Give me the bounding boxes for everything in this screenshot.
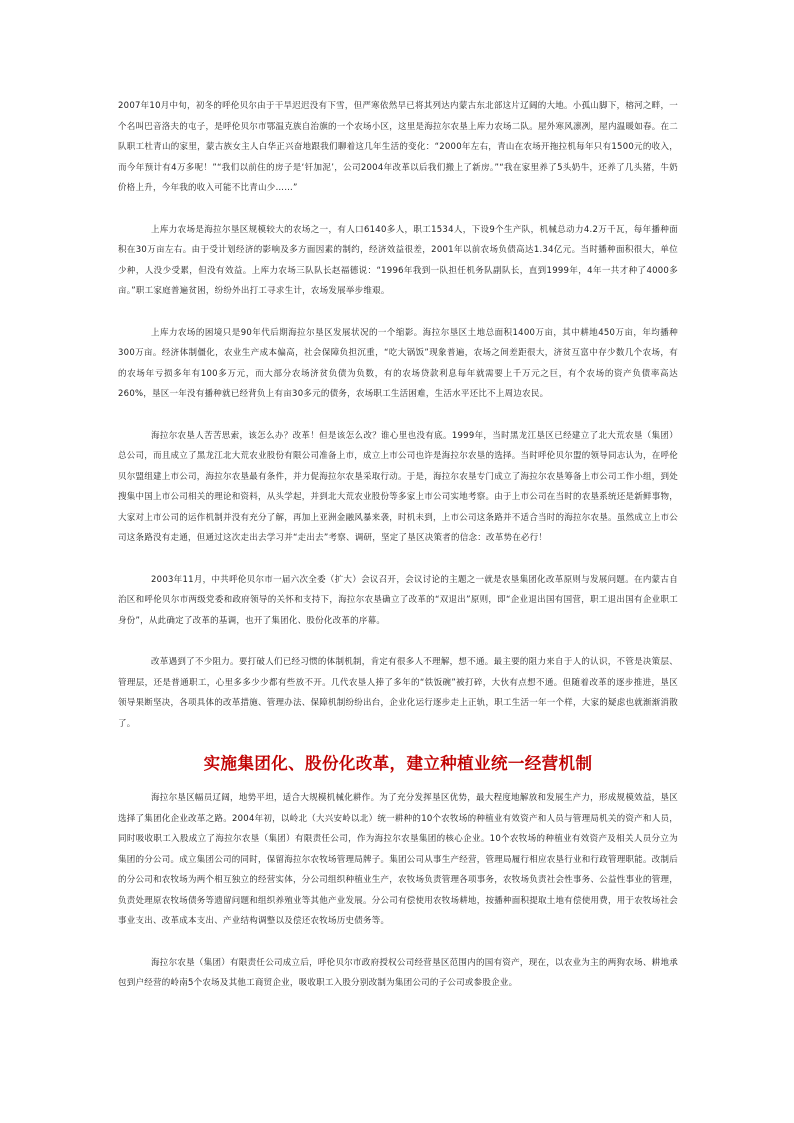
paragraph-5: 2003年11月，中共呼伦贝尔市一届六次全委（扩大）会议召开，会议讨论的主题之一就是农垦集团化改革原则与发展问题。在内蒙古自治区和呼伦贝尔市两级党委和政府领导的关怀和支持下，海拉尔农垦确立了改革的“双退出”原则，即“企业退出国有国营，职工退出国有企业职工身份”，从此确定了改革的基调，也开了集团化、股份化改革的序幕。 (118, 574, 678, 626)
paragraph-2: 上库力农场是海拉尔垦区规模较大的农场之一，有人口6140多人，职工1534人，下设9个生产队，机械总动力4.2万千瓦，每年播种面积在30万亩左右。由于受计划经济的影响及多方面因素的制约，经济效益很差，2001年以前农场负债高达1.34亿元。当时播种面积很大，单位少种，人没少受累，但没有效益。上库力农场三队队长赵福德说：“1996年我到一队担任机务队副队长，直到1999年，4年一共才种了4000多亩。”职工家庭普遍贫困，纷纷外出打工寻求生计，农场发展举步维艰。 (118, 224, 678, 296)
paragraph-7: 海拉尔垦区幅员辽阔，地势平坦，适合大规模机械化耕作。为了充分发挥垦区优势，最大程度地解放和发展生产力，形成规模效益，垦区选择了集团化企业改革之路。2004年初，以岭北（大兴安岭以北）统一耕种的10个农牧场的种植业有效资产和人员与管理局机关的资产和人员，同时吸收职工入股成立了海拉尔农垦（集团）有限责任公司，作为海拉尔农垦集团的核心企业。10个农牧场的种植业有效资产及相关人员分立为集团的分公司。成立集团公司的同时，保留海拉尔农牧场管理局牌子。集团公司从事生产经营，管理局履行相应农垦行业和行政管理职能。改制后的分公司和农牧场为两个相互独立的经营实体，分公司组织种植业生产，农牧场负责管理各项事务，农牧场负责社会性事务、公益性事业的管理，负责处理原农牧场债务等遗留问题和组织养殖业等其他产业发展。分公司有偿使用农牧场耕地，按播种面积提取土地有偿使用费，用于农牧场社会事业支出、改革成本支出、产业结构调整以及偿还农牧场历史债务等。 (118, 793, 679, 926)
article-body (118, 96, 678, 1015)
paragraph-3: 上库力农场的困境只是90年代后期海拉尔垦区发展状况的一个缩影。海拉尔垦区土地总面积1400万亩，其中耕地450万亩，年均播种300万亩。经济体制僵化，农业生产成本偏高，社会保障负担沉重，“吃大锅饭”现象普遍，农场之间差距很大，济贫互富中存少数几个农场，有的农场年亏损多年有100多万元，而大部分农场济贫负债为负数，有的农场贷款利息每年就需要上千万元之巨，有个农场的资产负债率高达260%，垦区一年没有播种就已经背负上有亩30多元的债务，农场职工生活困难，生活水平还比不上周边农民。 (118, 327, 678, 399)
paragraph-4: 海拉尔农垦人苦苦思索，该怎么办？改革！但是该怎么改？谁心里也没有底。1999年，当时黑龙江垦区已经建立了北大荒农垦（集团）总公司，而且成立了黑龙江北大荒农业股份有限公司准备上市，成立上市公司也许是海拉尔农垦的选择。当时呼伦贝尔盟的领导同志认为，在呼伦贝尔盟组建上市公司，海拉尔农垦最有条件，并力促海拉尔农垦采取行动。于是，海拉尔农垦专门成立了海拉尔农垦筹备上市公司工作小组，到处搜集中国上市公司相关的理论和资料，从头学起，并到北大荒农业股份等多家上市公司实地考察。由于上市公司在当时的农垦系统还是新鲜事物，大家对上市公司的运作机制并没有充分了解，再加上亚洲金融风暴来袭，时机未到，上市公司这条路并不适合当时的海拉尔农垦。虽然成立上市公司这条路没有走通，但通过这次走出去学习并“走出去”考察、调研，坚定了垦区决策者的信念：改革势在必行！ (118, 430, 679, 543)
paragraph-1: 2007年10月中旬，初冬的呼伦贝尔由于干旱迟迟没有下雪，但严寒依然早已将其列达内蒙古东北部这片辽阔的大地。小孤山脚下，榕河之畔，一个名叫巴音洛夫的屯子，是呼伦贝尔市鄂温克族自治旗的一个农场小区，这里是海拉尔农垦上库力农场二队。屋外寒风凛冽，屋内温暖如春。在二队职工杜青山的家里，蒙古族女主人白华正兴奋地跟我们聊着这几年生活的变化：“2000年左右，青山在农场开拖拉机每年只有1500元的收入，而今年预计有4万多呢！”“我们以前住的房子是‘钎加泥’，公司2004年改革以后我们搬上了新房。”“我在家里养了5头奶牛，还养了几头猪，牛奶价格上升，今年我的收入可能不比青山少……” (118, 101, 679, 193)
paragraph-8: 海拉尔农垦（集团）有限责任公司成立后，呼伦贝尔市政府授权公司经营垦区范围内的国有资产，现在，以农业为主的两狗农场、耕地承包到户经营的岭南5个农场及其他工商贸企业，吸收职工入股分别改制为集团公司的子公司或参股企业。 (118, 957, 678, 988)
section-heading: 实施集团化、股份化改革，建立种植业统一经营机制 (203, 754, 593, 773)
paragraph-6: 改革遇到了不少阻力。要打破人们已经习惯的体制机制，肯定有很多人不理解，想不通。最主要的阻力来自于人的认识，不管是决策层、管理层，还是普通职工，心里多多少少都有些放不开。几代农垦人捧了多年的“铁饭碗”被打碎，大伙有点想不通。但随着改革的逐步推进，垦区领导果断坚决，各项具体的改革措施、管理办法、保障机制纷纷出台，企业化运行逐步走上正轨，职工生活一年一个样，大家的疑虑也就渐渐消散了。 (118, 657, 679, 729)
